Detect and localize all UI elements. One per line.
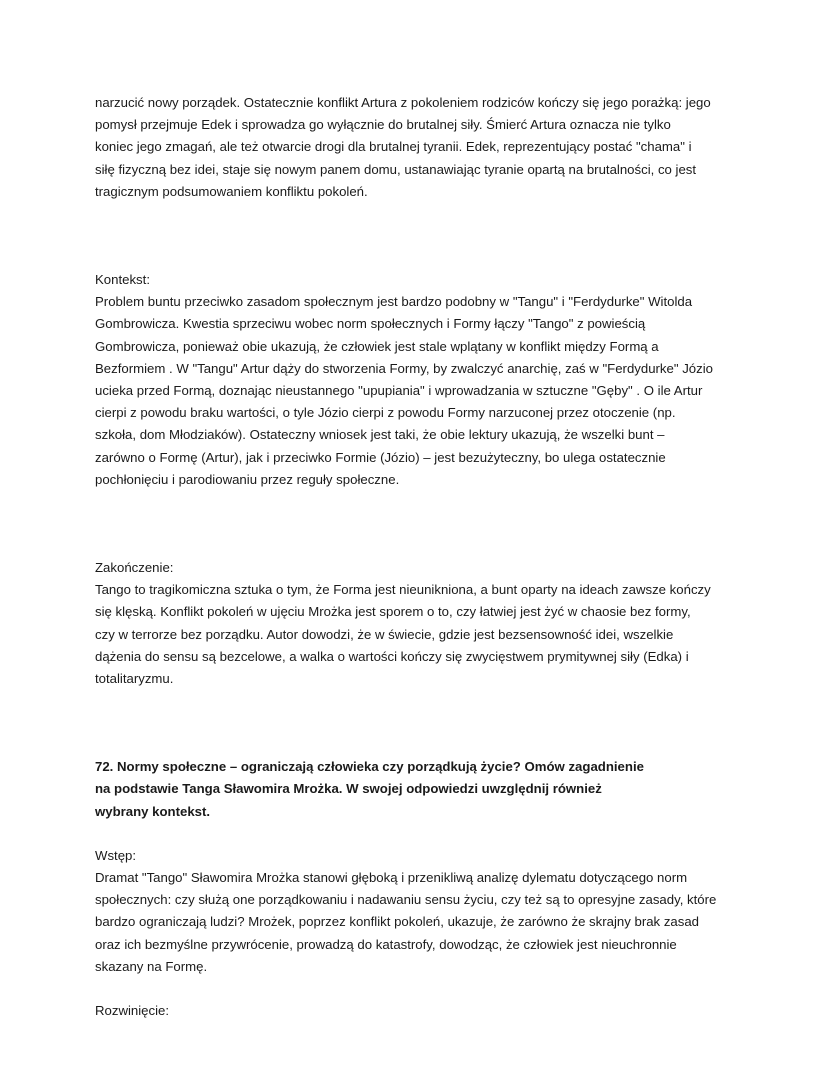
document-page xyxy=(95,92,735,1022)
text-line: koniec jego zmagań, ale też otwarcie drogi dla brutalnej tyranii. Edek, reprezentujący postać "chama" i xyxy=(95,139,692,155)
text-line: siłę fizyczną bez idei, staje się nowym panem domu, ustanawiając tyranie opartą na brutalności, co jest xyxy=(95,161,697,177)
text-line: społecznych: czy służą one porządkowaniu i nadawaniu sensu życiu, czy też są to opresyjne zasady, które xyxy=(95,892,717,908)
text-line: zarówno o Formę (Artur), jak i przeciwko Formie (Józio) – jest bezużyteczny, bo ulega ostatecznie xyxy=(95,449,666,465)
text-line: szkoła, dom Młodziaków). Ostateczny wniosek jest taki, że obie lektury ukazują, że wszelki bunt – xyxy=(95,427,665,443)
text-line: oraz ich bezmyślne przywrócenie, prowadzą do katastrofy, dowodząc, że człowiek jest nieuchronnie xyxy=(95,936,677,952)
section-heading-zakonczenie: Zakończenie: xyxy=(95,560,174,576)
section-kontekst xyxy=(95,269,735,491)
text-line: pochłonięciu i parodiowaniu przez reguły społeczne. xyxy=(95,471,400,487)
text-line: Problem buntu przeciwko zasadom społecznym jest bardzo podobny w "Tangu" i "Ferdydurke" Witolda xyxy=(95,294,693,310)
question-line: wybrany kontekst. xyxy=(95,803,211,819)
text-line: czy w terrorze bez porządku. Autor dowodzi, że w świecie, gdzie jest bezsensowność idei, wszelkie xyxy=(95,626,674,642)
section-zakonczenie xyxy=(95,557,735,690)
text-line: totalitaryzmu. xyxy=(95,671,174,687)
text-line: bardzo ograniczają ludzi? Mrożek, poprzez konflikt pokoleń, ukazuje, że zarówno że skrajny brak zasad xyxy=(95,914,700,930)
question-line: 72. Normy społeczne – ograniczają człowieka czy porządkują życie? Omów zagadnienie xyxy=(95,759,644,775)
text-line: cierpi z powodu braku wartości, o tyle Józio cierpi z powodu Formy narzuconej przez otoczenie (np. xyxy=(95,405,676,421)
paragraph-conclusion-of-development xyxy=(95,92,735,203)
text-line: narzucić nowy porządek. Ostatecznie konflikt Artura z pokoleniem rodziców kończy się jego porażką: jego xyxy=(95,95,711,110)
text-line: Gombrowicza. Kwestia sprzeciwu wobec norm społecznych i Formy łączy "Tango" z powieścią xyxy=(95,316,646,332)
question-heading xyxy=(95,756,735,823)
text-line: skazany na Formę. xyxy=(95,958,208,974)
section-rozwiniecie xyxy=(95,1000,735,1022)
question-line: na podstawie Tanga Sławomira Mrożka. W swojej odpowiedzi uwzględnij również xyxy=(95,781,602,797)
text-line: tragicznym podsumowaniem konfliktu pokoleń. xyxy=(95,183,368,199)
text-line: Bezformiem . W "Tangu" Artur dąży do stworzenia Formy, by zwalczyć anarchię, zaś w "Ferdydurke" Józio xyxy=(95,360,713,376)
section-heading-rozwiniecie: Rozwinięcie: xyxy=(95,1003,170,1019)
text-line: dążenia do sensu są bezcelowe, a walka o wartości kończy się zwycięstwem prymitywnej siły (Edka) i xyxy=(95,648,689,664)
text-line: pomysł przejmuje Edek i sprowadza go wyłącznie do brutalnej siły. Śmierć Artura oznacza nie tylko xyxy=(95,117,671,133)
text-line: Dramat "Tango" Sławomira Mrożka stanowi głęboką i przenikliwą analizę dylematu dotyczącego norm xyxy=(95,870,688,886)
section-wstep xyxy=(95,845,735,978)
text-line: ucieka przed Formą, doznając nieustannego "upupiania" i wprowadzania w sztuczne "Gęby" . O ile Artur xyxy=(95,383,703,399)
section-heading-kontekst: Kontekst: xyxy=(95,272,150,288)
section-heading-wstep: Wstęp: xyxy=(95,847,137,863)
text-line: Tango to tragikomiczna sztuka o tym, że Forma jest nieunikniona, a bunt oparty na ideach zawsze kończy xyxy=(95,582,711,598)
text-line: Gombrowicza, ponieważ obie ukazują, że człowiek jest stale wplątany w konflikt między Formą a xyxy=(95,338,659,354)
text-line: się klęską. Konflikt pokoleń w ujęciu Mrożka jest sporem o to, czy łatwiej jest żyć w chaosie bez formy, xyxy=(95,604,691,620)
